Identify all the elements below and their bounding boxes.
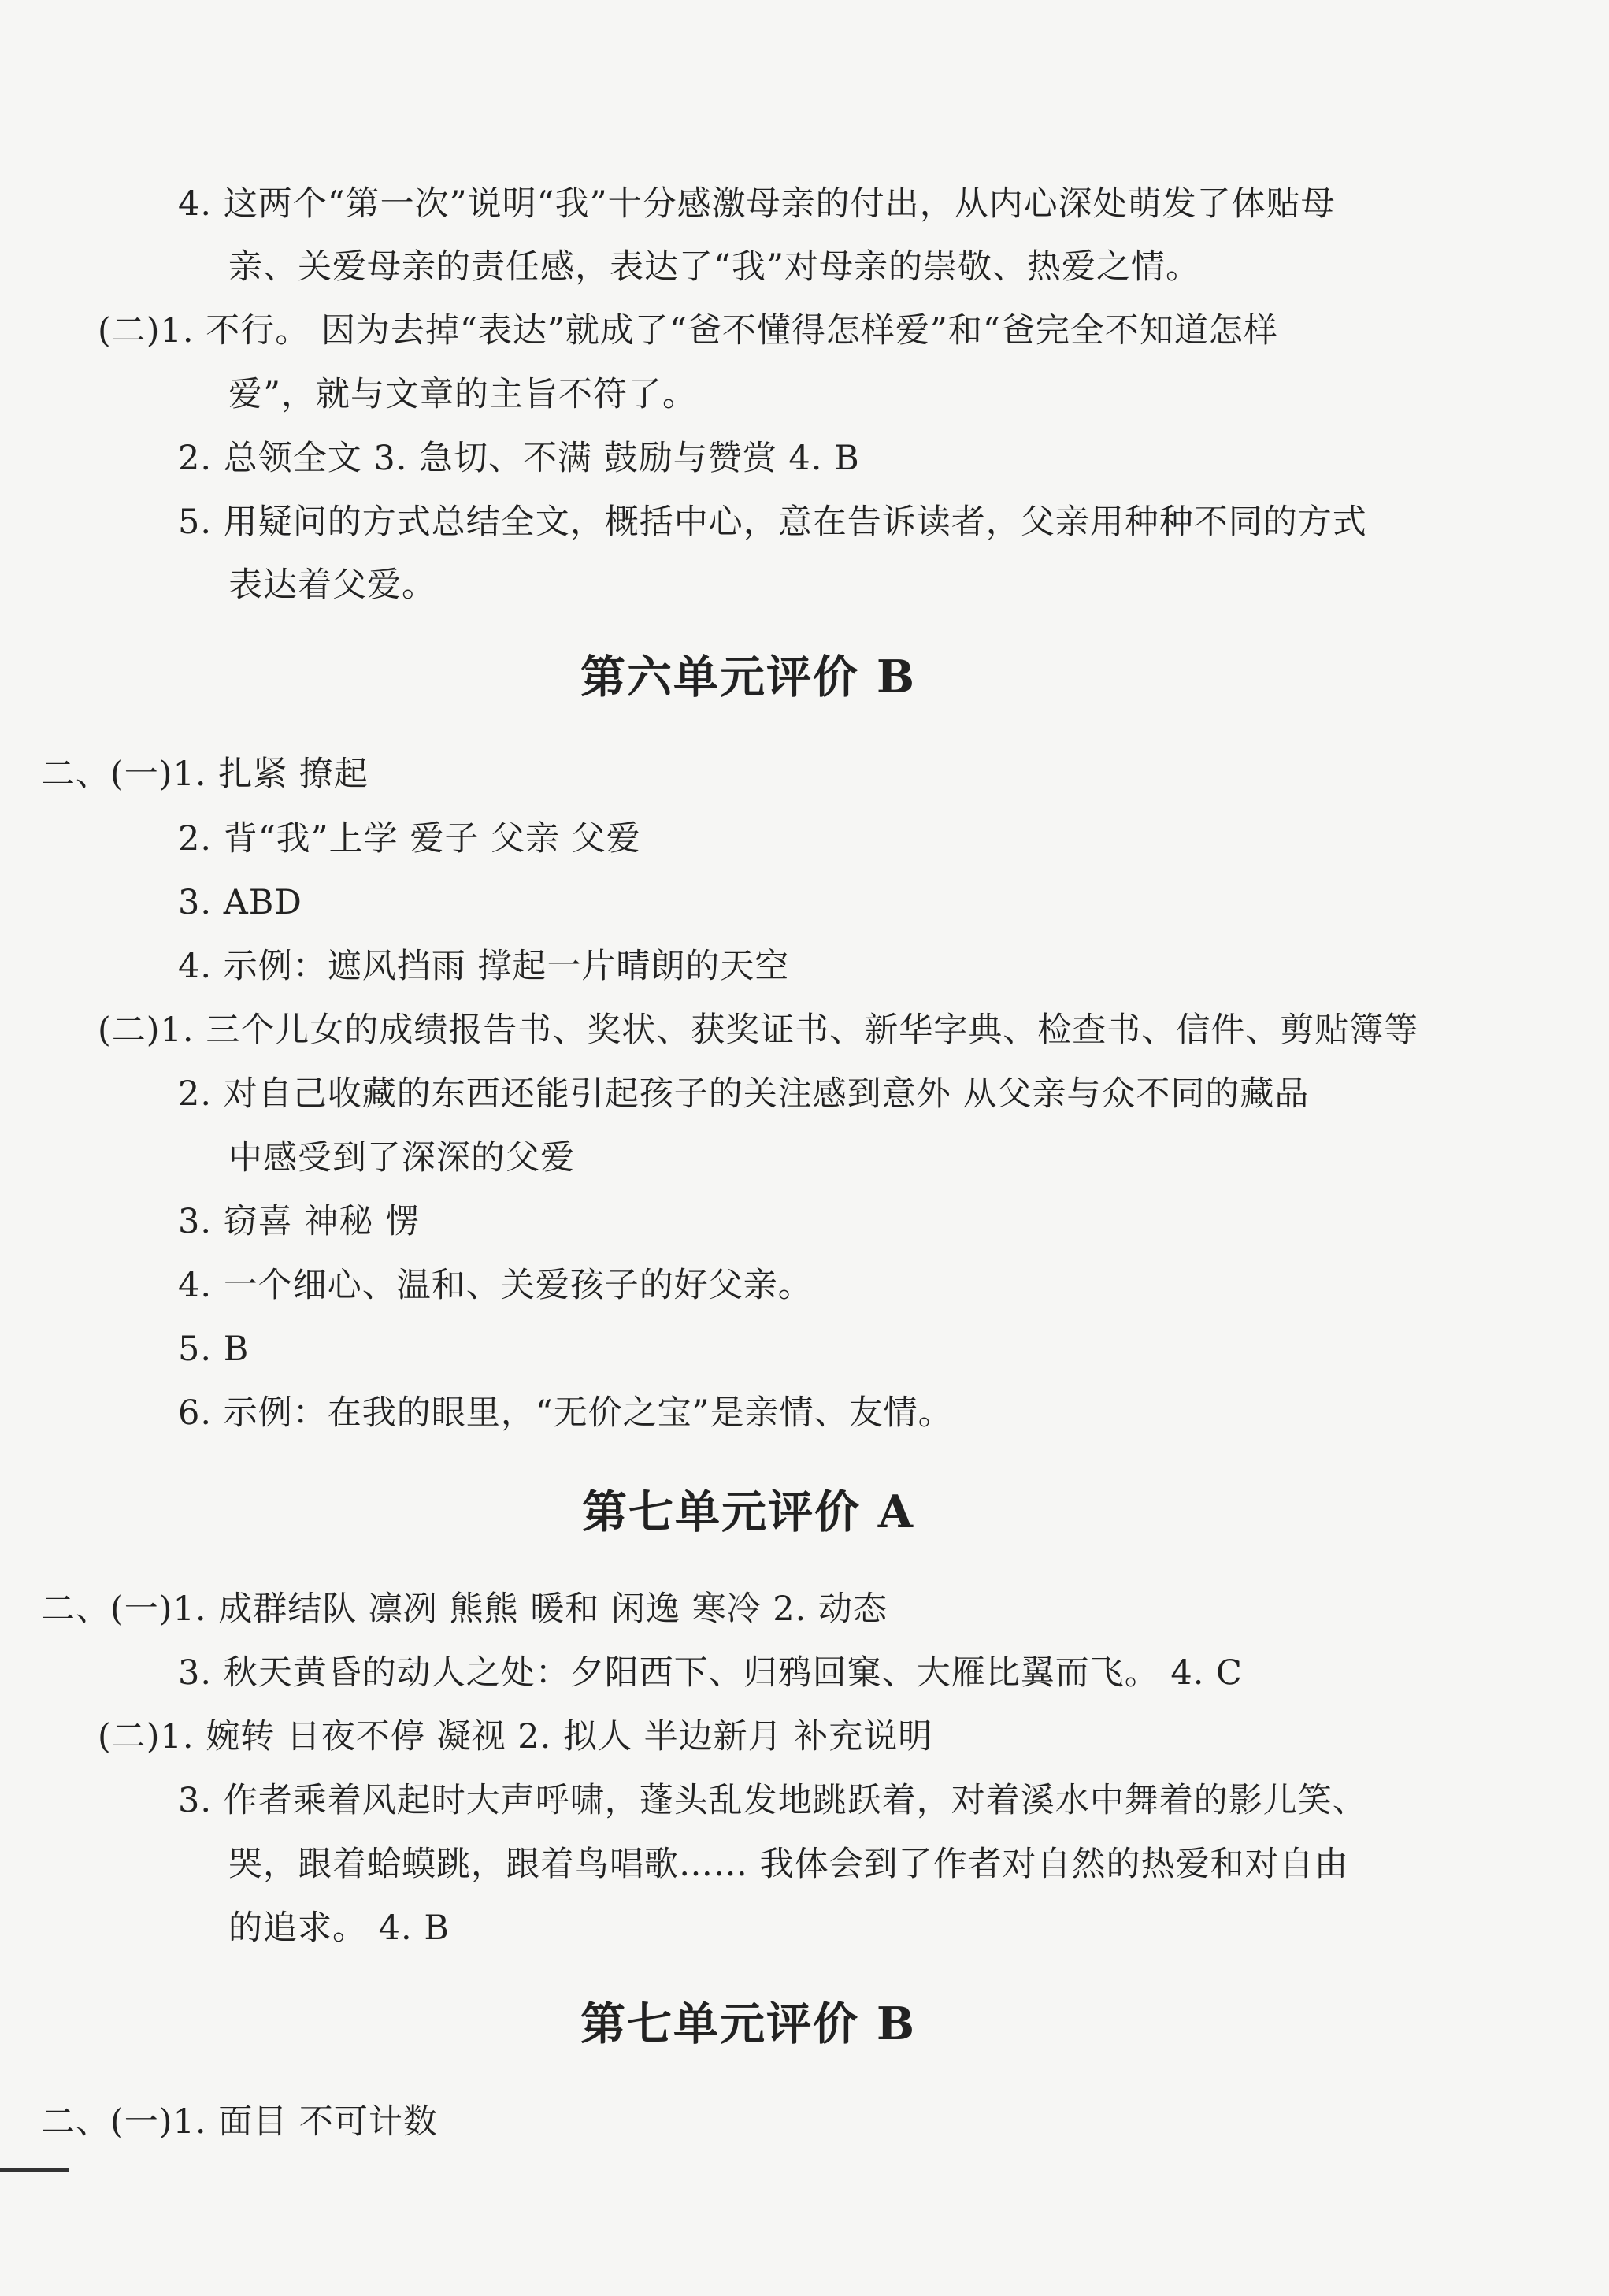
answer-line: 3. 作者乘着风起时大声呼啸，蓬头乱发地跳跃着，对着溪水中舞着的影儿笑、 bbox=[178, 1781, 1367, 1820]
answer-line: (二)1. 不行。 因为去掉“表达”就成了“爸不懂得怎样爱”和“爸完全不知道怎样 bbox=[98, 311, 1278, 351]
answer-line: 3. 秋天黄昏的动人之处：夕阳西下、归鸦回窠、大雁比翼而飞。 4. C bbox=[178, 1653, 1243, 1693]
answer-line: 的追求。 4. B bbox=[228, 1908, 450, 1948]
answer-line: 5. B bbox=[178, 1330, 250, 1369]
answer-line: 二、(一)1. 成群结队 凛冽 熊熊 暖和 闲逸 寒冷 2. 动态 bbox=[41, 1589, 888, 1629]
answer-line: 二、(一)1. 扎紧 撩起 bbox=[41, 755, 369, 794]
answer-line: 3. 窃喜 神秘 愣 bbox=[178, 1202, 421, 1241]
answer-line: 6. 示例：在我的眼里，“无价之宝”是亲情、友情。 bbox=[178, 1393, 953, 1433]
answer-line: 二、(一)1. 面目 不可计数 bbox=[41, 2102, 438, 2142]
answer-line: (二)1. 婉转 日夜不停 凝视 2. 拟人 半边新月 补充说明 bbox=[98, 1717, 933, 1756]
answer-line: 哭，跟着蛤蟆跳，跟着鸟唱歌…… 我体会到了作者对自然的热爱和对自由 bbox=[228, 1845, 1349, 1884]
answer-line: 爱”，就与文章的主旨不符了。 bbox=[228, 375, 697, 414]
answer-line: 2. 背“我”上学 爱子 父亲 父爱 bbox=[178, 819, 641, 859]
answer-line: (二)1. 三个儿女的成绩报告书、奖状、获奖证书、新华字典、检查书、信件、剪贴簿等 bbox=[98, 1011, 1419, 1050]
section-title-unit7b: 第七单元评价 B bbox=[580, 1997, 917, 2050]
answer-line: 2. 对自己收藏的东西还能引起孩子的关注感到意外 从父亲与众不同的藏品 bbox=[178, 1074, 1310, 1114]
section-title-unit7a: 第七单元评价 A bbox=[581, 1486, 915, 1538]
answer-line: 4. 这两个“第一次”说明“我”十分感激母亲的付出，从内心深处萌发了体贴母 bbox=[178, 184, 1336, 224]
answer-line: 4. 一个细心、温和、关爱孩子的好父亲。 bbox=[178, 1266, 813, 1305]
section-title-unit6b: 第六单元评价 B bbox=[580, 651, 917, 703]
answer-line: 亲、关爱母亲的责任感，表达了“我”对母亲的崇敬、热爱之情。 bbox=[228, 247, 1200, 287]
page-edge-rule bbox=[0, 2168, 69, 2172]
answer-line: 2. 总领全文 3. 急切、不满 鼓励与赞赏 4. B bbox=[178, 439, 860, 478]
answer-line: 5. 用疑问的方式总结全文，概括中心，意在告诉读者，父亲用种种不同的方式 bbox=[178, 503, 1367, 542]
answer-line: 4. 示例：遮风挡雨 撑起一片晴朗的天空 bbox=[178, 947, 790, 986]
answer-line: 中感受到了深深的父爱 bbox=[228, 1138, 575, 1178]
answer-line: 表达着父爱。 bbox=[228, 566, 436, 605]
answer-line: 3. ABD bbox=[178, 883, 302, 922]
